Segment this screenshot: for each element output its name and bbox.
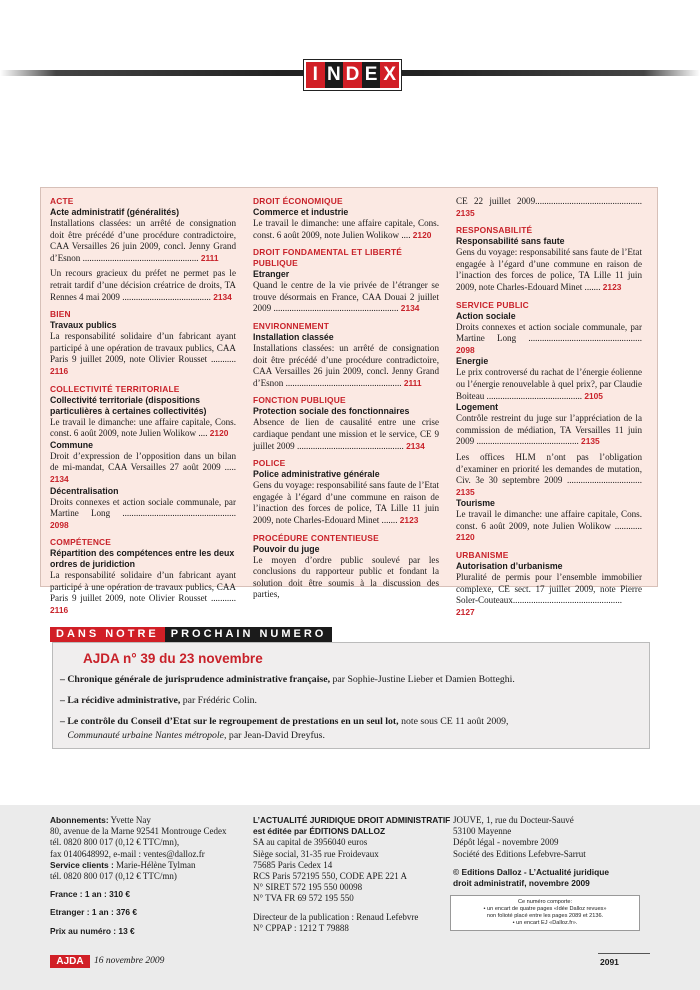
title-letter: N <box>325 62 344 88</box>
text: Yvette Nay <box>108 815 151 825</box>
footer-publisher <box>253 815 458 934</box>
page-ref: 2135 <box>581 436 600 447</box>
page-number: 2091 <box>600 957 619 967</box>
page-ref: 2120 <box>456 532 475 543</box>
index-subcategory: Pouvoir du juge <box>253 543 320 554</box>
index-subcategory: Action sociale <box>456 310 516 321</box>
index-category: ENVIRONNEMENT <box>253 320 330 331</box>
label: L’ACTUALITÉ JURIDIQUE DROIT ADMINISTRATIF <box>253 815 451 825</box>
entry-text: Contrôle restreint du juge sur l’appréciation de la commission de médiation, TA Versailles 11 juin 2009 ............................................. <box>456 413 642 447</box>
index-category: SERVICE PUBLIC <box>456 299 529 310</box>
index-entry <box>253 555 439 601</box>
entry-text: Droits connexes et action sociale communale, par Martine Long .................................................. <box>456 321 642 344</box>
index-subcategory: Autorisation d’urbanisme <box>456 561 563 572</box>
index-column-3 <box>456 196 642 618</box>
index-subcategory: Acte administratif (généralités) <box>50 207 180 217</box>
page-ref: 2123 <box>602 281 622 292</box>
index-subcategory: Tourisme <box>456 498 495 509</box>
entry-text: Le travail le dimanche: une affaire capitale, Cons. const. 6 août 2009, note Julien Wolikow .... <box>50 416 236 439</box>
label: est éditée par ÉDITIONS DALLOZ <box>253 826 386 837</box>
entry-text: Le prix controversé du rachat de l’énergie éolienne ou l’énergie renouvelable à quel prix?, par Claudie Boiteau .......................................... <box>456 367 642 401</box>
index-entry <box>50 417 236 440</box>
index-entry <box>50 570 236 616</box>
index-entry <box>253 417 439 452</box>
index-subcategory: Commerce et industrie <box>253 207 349 217</box>
text: Ce numéro comporte: <box>517 899 573 905</box>
entry-text: Le moyen d’ordre public soulevé par les conclusions du rapporteur public et fondant la solution doit être soumis à la discussion des parties, <box>253 554 439 600</box>
index-entry <box>456 413 642 448</box>
index-entry <box>50 268 236 303</box>
page-ref: 2134 <box>50 473 69 484</box>
item-bold: – Chronique générale de jurisprudence administrative française, <box>60 674 331 685</box>
index-entry <box>50 218 236 264</box>
prochain-numero-heading <box>50 627 332 642</box>
page-ref: 2098 <box>456 344 475 355</box>
index-category: PROCÉDURE CONTENTIEUSE <box>253 532 379 543</box>
index-entry <box>456 572 642 618</box>
page-ref: 2111 <box>403 377 422 388</box>
entry-text: Le travail le dimanche: une affaire capitale, Cons. const. 6 août 2009, note Julien Wolikow .... <box>253 218 439 240</box>
text: JOUVE, 1, rue du Docteur-Sauvé <box>453 815 574 825</box>
index-category: DROIT FONDAMENTAL ET LIBERTÉ PUBLIQUE <box>253 247 403 269</box>
label: Service clients : <box>50 859 114 870</box>
price: France : 1 an : 310 € <box>50 889 131 900</box>
index-subcategory: Travaux publics <box>50 320 117 331</box>
index-category: FONCTION PUBLIQUE <box>253 395 346 406</box>
issue-date: 16 novembre 2009 <box>94 956 165 966</box>
footer <box>0 805 700 990</box>
entry-text: Droits connexes et action sociale communale, par Martine Long .................................................. <box>50 496 236 519</box>
page-ref: 2134 <box>213 291 232 302</box>
next-issue-title: AJDA n° 39 du 23 novembre <box>83 651 263 666</box>
page-rule <box>598 953 650 954</box>
index-column-2 <box>253 196 439 601</box>
page-ref: 2116 <box>50 605 69 616</box>
label: © Editions Dalloz - L’Actualité juridique <box>453 866 609 877</box>
index-entry <box>253 480 439 526</box>
next-issue-item <box>60 673 640 687</box>
item-text: , par Jean-David Dreyfus. <box>224 729 325 741</box>
text: • un encart EJ «Dalloz.fr». <box>512 920 578 926</box>
index-subcategory: Police administrative générale <box>253 469 380 480</box>
index-subcategory: Responsabilité sans faute <box>456 236 565 247</box>
index-entry <box>456 247 642 293</box>
entry-text: Quand le centre de la vie privée de l’étranger se trouve désormais en France, CAA Douai 2 juillet 2009 ....................................................... <box>253 280 439 314</box>
text: N° SIRET 572 195 550 00098 <box>253 882 363 893</box>
page-ref: 2134 <box>406 440 425 451</box>
item-bold: – Le contrôle du Conseil d’Etat sur le regroupement de prestations en un seul lot, <box>60 716 399 727</box>
text: tél. 0820 800 017 (0,12 € TTC/mn), <box>50 837 180 848</box>
index-entry <box>253 343 439 389</box>
heading-part-b: PROCHAIN NUMERO <box>165 627 333 642</box>
index-entry <box>253 280 439 315</box>
index-subcategory: Energie <box>456 356 489 367</box>
entry-text: Gens du voyage: responsabilité sans faute de l’Etat engagée à l’égard d’une commune en raison de l’inaction des forces de police, TA Lille 11 juin 2009, note Charles-Edouard Minet ....... <box>456 247 642 292</box>
label: droit administratif, novembre 2009 <box>453 878 590 889</box>
page-ref: 2135 <box>456 207 475 218</box>
page-ref: 2120 <box>209 428 229 439</box>
index-category: URBANISME <box>456 550 509 561</box>
item-text: note sous CE 11 août 2009, <box>398 716 509 727</box>
entry-text: Absence de lien de causalité entre une crise cardiaque pendant une mission et le service, CE 9 juillet 2009 ............................................... <box>253 417 439 451</box>
index-entry <box>50 451 236 486</box>
entry-text: Droit d’expression de l’opposition dans un bilan de mi-mandat, CAA Versailles 27 août 2009 ..... <box>50 450 236 473</box>
next-issue-item <box>60 715 640 742</box>
entry-text: Pluralité de permis pour l’ensemble immobilier complexe, CE sect. 17 juillet 2009, note Pierre Soler-Couteaux................................................ <box>456 572 642 606</box>
text: Dépôt légal - novembre 2009 <box>453 837 559 848</box>
index-category: POLICE <box>253 458 286 469</box>
page-ref: 2120 <box>412 229 432 240</box>
page-ref: 2111 <box>200 252 219 263</box>
entry-text: Les offices HLM n’ont pas l’obligation d’examiner en priorité les demandes de mutation, Civ. 3e 30 septembre 2009 ................................. <box>456 451 642 486</box>
page-ref: 2134 <box>400 303 420 314</box>
text: non folioté placé entre les pages 2089 et 2136. <box>486 913 604 919</box>
entry-text: La responsabilité solidaire d’un fabricant ayant participé à une opération de travaux publics, CAA Paris 9 juillet 2009, note Olivier Rousset ........... <box>50 570 236 604</box>
text: tél. 0820 800 017 (0,12 € TTC/mn) <box>50 871 177 882</box>
index-category: COLLECTIVITÉ TERRITORIALE <box>50 383 180 394</box>
text: SA au capital de 3956040 euros <box>253 837 368 848</box>
entry-text: Un recours gracieux du préfet ne permet pas le retrait tardif d’une décision créatrice de droits, TA Rennes 4 mai 2009 ....................................... <box>50 268 236 302</box>
index-category: RESPONSABILITÉ <box>456 225 533 236</box>
entry-text: Le travail le dimanche: une affaire capitale, Cons. const. 6 août 2009, note Julien Wolikow ............ <box>456 509 642 531</box>
entry-text: Installations classées: un arrêté de consignation doit être précédé d’une procédure contradictoire, CAA Versailles 26 juin 2009, concl. Jenny Grand d’Esnon ................................................... <box>50 218 236 263</box>
index-subcategory: Décentralisation <box>50 485 119 496</box>
prochain-numero-box <box>52 642 650 749</box>
index-subcategory: Commune <box>50 439 94 450</box>
heading-part-a: DANS NOTRE <box>50 627 165 642</box>
title-letter: E <box>362 62 381 88</box>
text: Directeur de la publication : Renaud Lefebvre <box>253 911 419 922</box>
insert-notice <box>450 895 640 931</box>
index-entry <box>456 196 642 219</box>
index-title <box>304 60 401 90</box>
index-entry <box>456 452 642 498</box>
entry-text: Gens du voyage: responsabilité sans faute de l’Etat engagée à l’égard d’une commune en raison de l’inaction des forces de police, TA Lille 11 juin 2009, note Charles-Edouard Minet ....... <box>253 480 439 525</box>
index-subcategory: Collectivité territoriale (dispositions particulières à certaines collectivités) <box>50 394 207 416</box>
text: Marie-Hélène Tylman <box>113 859 196 870</box>
page-ref: 2127 <box>456 606 475 617</box>
text: fax 0140648992, e-mail : ventes@dalloz.fr <box>50 848 205 859</box>
price: Etranger : 1 an : 376 € <box>50 907 138 918</box>
page-ref: 2123 <box>399 514 419 525</box>
text: Siège social, 31-35 rue Froidevaux <box>253 848 379 859</box>
index-subcategory: Logement <box>456 402 499 413</box>
text: 80, avenue de la Marne 92541 Montrouge Cedex <box>50 826 227 837</box>
page-ref: 2135 <box>456 486 475 497</box>
item-text: par Sophie-Justine Lieber et Damien Botteghi. <box>330 674 515 685</box>
index-entry <box>253 218 439 241</box>
entry-text: Installations classées: un arrêté de consignation doit être précédé d’une procédure contradictoire, CAA Versailles 26 juin 2009, concl. Jenny Grand d’Esnon ................................................... <box>253 342 439 388</box>
text: 75685 Paris Cedex 14 <box>253 859 333 870</box>
footer-subscriptions <box>50 815 245 937</box>
text: • un encart de quatre pages «Idée Dalloz revues» <box>483 906 607 912</box>
page-ref: 2116 <box>50 365 69 376</box>
entry-text: CE 22 juillet 2009............................................... <box>456 196 642 206</box>
index-category: ACTE <box>50 196 74 206</box>
item-bold: – La récidive administrative, <box>60 695 181 706</box>
text: Société des Editions Lefebvre-Sarrut <box>453 848 586 859</box>
page-ref: 2098 <box>50 519 69 530</box>
footer-printer <box>453 815 658 889</box>
text: RCS Paris 572195 550, CODE APE 221 A <box>253 871 408 882</box>
text: 53100 Mayenne <box>453 826 512 837</box>
entry-text: La responsabilité solidaire d’un fabricant ayant participé à une opération de travaux publics, CAA Paris 9 juillet 2009, note Olivier Rousset ........... <box>50 331 236 365</box>
text: N° CPPAP : 1212 T 79888 <box>253 922 349 933</box>
index-column-1 <box>50 196 236 617</box>
index-category: COMPÉTENCE <box>50 537 112 548</box>
index-entry <box>456 322 642 357</box>
index-panel <box>40 187 658 617</box>
title-letter: D <box>343 62 362 88</box>
index-entry <box>456 509 642 544</box>
index-entry <box>50 497 236 532</box>
index-subcategory: Répartition des compétences entre les deux ordres de juridiction <box>50 548 235 570</box>
index-entry <box>50 331 236 377</box>
index-subcategory: Etranger <box>253 269 290 280</box>
next-issue-item <box>60 694 640 708</box>
text: N° TVA FR 69 572 195 550 <box>253 893 354 904</box>
item-text: par Frédéric Colin. <box>180 695 257 706</box>
title-letter: X <box>380 62 399 88</box>
page-ref: 2105 <box>584 390 603 401</box>
ajda-logo: AJDA <box>50 955 90 968</box>
title-letter: I <box>306 62 325 88</box>
index-category: DROIT ÉCONOMIQUE <box>253 196 343 206</box>
index-category: BIEN <box>50 309 71 320</box>
index-subcategory: Installation classée <box>253 331 334 342</box>
index-subcategory: Protection sociale des fonctionnaires <box>253 406 410 417</box>
price: Prix au numéro : 13 € <box>50 925 135 936</box>
label: Abonnements: <box>50 815 109 825</box>
index-entry <box>456 367 642 402</box>
item-italic: Communauté urbaine Nantes métropole <box>67 729 225 741</box>
